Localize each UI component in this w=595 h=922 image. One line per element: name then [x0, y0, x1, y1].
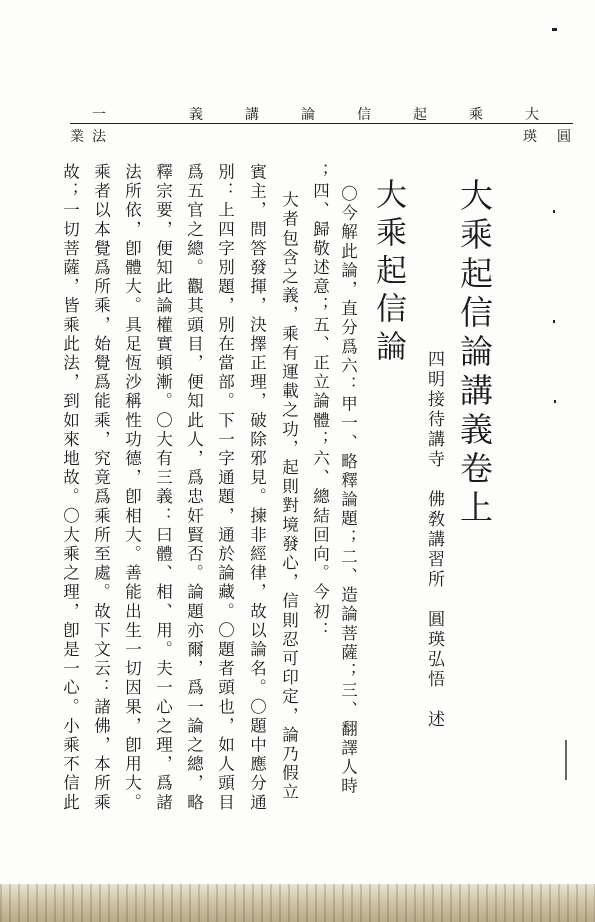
- scan-grain: [0, 884, 595, 922]
- body-column: 別：上四字別題，別在當部。下一字通題，通於論藏。〇題者頭也，如人頭目: [215, 163, 235, 813]
- header-right-char: 圓: [557, 129, 571, 145]
- author-line: 四明接待講寺 佛敎講習所 圓瑛弘悟 述: [424, 350, 444, 730]
- scan-streak: [565, 740, 567, 780]
- header-center-char: 大: [525, 107, 539, 123]
- header-right-char: 瑛: [523, 129, 537, 145]
- header-center-char: 乘: [469, 107, 483, 123]
- header-center-char: 義: [189, 107, 203, 123]
- header-center-title: [188, 104, 540, 124]
- body-column: 法所依，卽體大。具足恆沙稱性功德，卽相大。善能出生一切因果，卽用大。: [122, 163, 142, 813]
- body-column: 爲五官之總。觀其頭目，便知此人，爲忠奸賢否。論題亦爾，爲一論之總，略: [184, 163, 204, 813]
- scan-speck: [554, 400, 556, 403]
- scan-bottom-edge: [0, 884, 595, 922]
- header-left-char: 法: [92, 129, 106, 145]
- scan-speck: [552, 28, 557, 31]
- header-center-char: 起: [413, 107, 427, 123]
- header-page-number: 一: [92, 107, 106, 123]
- body-column: 大者包含之義，乘有運載之功，起則對境發心，信則忍可印定，論乃假立: [279, 172, 299, 803]
- scan-speck: [553, 210, 555, 213]
- body-column: 故；一切菩薩，皆乘此法，到如來地故。〇大乘之理，卽是一心。小乘不信此: [60, 163, 80, 813]
- header-center-char: 信: [357, 107, 371, 123]
- body-column: ；四、歸敬述意；五、正立論體；六、總結回向。今初：: [310, 163, 330, 641]
- body-column: 〇今解此論，直分爲六：甲一、略釋論題；二、造論菩薩；三、翻譯人時: [338, 185, 358, 797]
- scan-speck: [553, 320, 555, 323]
- header-center-char: 講: [245, 107, 259, 123]
- body-column: 釋宗要，便知此論權實頓漸。〇大有三義：曰體、相、用。夫一心之理，爲諸: [153, 163, 173, 813]
- header-center-char: 論: [301, 107, 315, 123]
- section-title: 大乘起信論: [370, 178, 406, 368]
- book-title: 大乘起信論講義卷上: [455, 178, 494, 529]
- body-column: 乘者以本覺爲所乘，始覺爲能乘，究竟爲乘所至處。故下文云：諸佛，本所乘: [91, 163, 111, 813]
- body-column: 賓主，問答發揮，決擇正理，破除邪見。揀非經律，故以論名。〇題中應分通: [247, 163, 267, 813]
- header-bottom-left-char: 業: [70, 129, 84, 145]
- running-header: [70, 104, 573, 144]
